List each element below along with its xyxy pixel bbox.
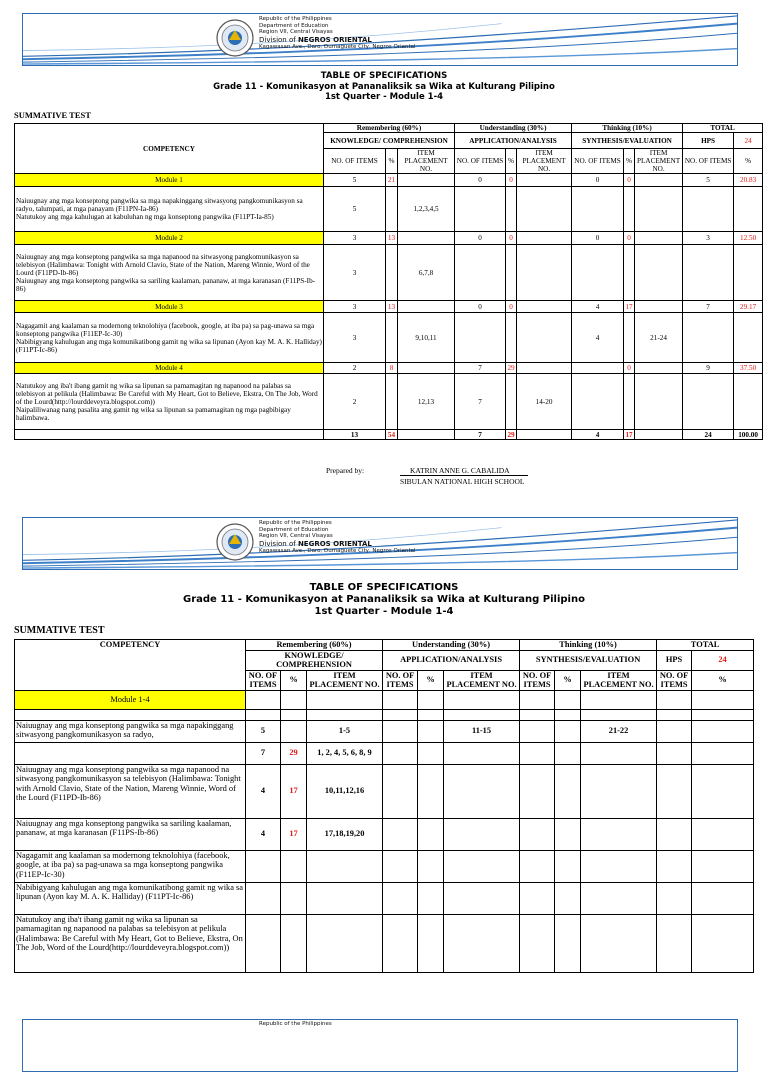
pct-header: % (506, 149, 517, 174)
s-items-cell (572, 363, 624, 374)
a-items-cell: 0 (455, 174, 506, 187)
title-line-2: Grade 11 - Komunikasyon at Pananaliksik sa Wika at Kulturang Pilipino (213, 81, 555, 92)
header-division-prefix: Division of (259, 35, 298, 44)
signature-line (400, 475, 528, 476)
k-items-cell: 5 (324, 174, 386, 187)
competency-row (15, 245, 763, 301)
k-items-cell: 5 (246, 720, 281, 742)
k-items-cell: 4 (246, 764, 281, 818)
competency-row (15, 720, 754, 742)
k-items-cell: 2 (324, 363, 386, 374)
header-line-address: Kagawasan Ave., Daro, Dumaguete City, Negros Oriental (259, 43, 416, 50)
competency-text: Naiuugnay ang mga konseptong pangwika sa sariling kaalaman, pananaw, at mga karanasan (F11PS-Ib-86) (15, 818, 246, 850)
header-line-republic: Republic of the Philippines (259, 1021, 332, 1027)
preparer-school: SIBULAN NATIONAL HIGH SCHOOL (400, 477, 525, 486)
s-items-cell: 0 (572, 232, 624, 245)
s-pct-cell: 0 (624, 174, 635, 187)
thinking-header: Thinking (10%) (520, 640, 657, 651)
total-header: TOTAL (657, 640, 754, 651)
item-placement-header: ITEM PLACEMENT NO. (307, 670, 383, 690)
pct-header: % (386, 149, 398, 174)
pct-header: % (281, 670, 307, 690)
deped-header-banner-2 (22, 517, 738, 570)
total-items-cell: 7 (683, 301, 734, 313)
title-line-1: TABLE OF SPECIFICATIONS (309, 582, 459, 593)
no-items-header: NO. OF ITEMS (246, 670, 281, 690)
item-placement-header: ITEM PLACEMENT NO. (635, 149, 683, 174)
specifications-table-2 (14, 639, 754, 973)
total-pct-cell: 20.83 (734, 174, 763, 187)
k-items-cell: 3 (324, 301, 386, 313)
k-pct-cell: 21 (386, 174, 398, 187)
k-pct-cell: 17 (281, 764, 307, 818)
s-pct-cell: 0 (624, 232, 635, 245)
k-place-cell: 1-5 (307, 720, 383, 742)
competency-row (15, 374, 763, 430)
a-pct-cell: 29 (507, 364, 515, 372)
k-place-cell: 6,7,8 (398, 245, 455, 301)
competency-row (15, 187, 763, 232)
module-label: Module 3 (15, 301, 324, 313)
k-items-cell: 2 (324, 374, 386, 430)
item-placement-header: ITEM PLACEMENT NO. (444, 670, 520, 690)
total-pct-cell: 37.50 (734, 363, 763, 374)
competency-row (15, 850, 754, 882)
k-place-cell: 12,13 (398, 374, 455, 430)
deped-seal-icon (215, 522, 255, 562)
header-division-name: NEGROS ORIENTAL (297, 539, 372, 548)
prepared-by-label: Prepared by: (326, 466, 365, 475)
header-division-name: NEGROS ORIENTAL (297, 35, 372, 44)
competency-row (15, 914, 754, 972)
module-row (15, 232, 763, 245)
preparer-name: KATRIN ANNE G. CABALIDA (410, 466, 510, 475)
competency-header: COMPETENCY (15, 124, 324, 174)
header-line-department: Department of Education (259, 526, 329, 533)
competency-header: COMPETENCY (15, 640, 246, 691)
header-line-region: Region VII, Central Visayas (259, 29, 333, 36)
total-header: TOTAL (683, 124, 763, 133)
k-place-cell: 1,2,3,4,5 (398, 187, 455, 232)
k-pct-cell: 8 (386, 363, 398, 374)
competency-text: Natutukoy ang iba't ibang gamit ng wika sa lipunan sa pamamagitan ng napanood na palabas sa telebisyon at pelikula (Halimbawa: Be Careful with My Heart, Got to Believe, Ekstra, On The Job, Word of the Lourd(http://lourddeveyra.blogspot.com)) (15, 914, 246, 972)
pct-header: % (692, 670, 754, 690)
summative-test-label-2: SUMMATIVE TEST (14, 625, 105, 636)
module-row (15, 174, 763, 187)
thinking-header: Thinking (10%) (572, 124, 683, 133)
remembering-header: Remembering (60%) (324, 124, 455, 133)
module-label: Module 4 (15, 363, 324, 374)
a-place-cell: 11-15 (444, 720, 520, 742)
total-a-pct: 29 (507, 430, 515, 439)
grand-total-items: 24 (683, 430, 734, 440)
competency-text: Naiuugnay ang mga konseptong pangwika sa mga napanood na sitwasyong pangkomunikasyon sa telebisyon (Halimbawa: Tonight with Arnold Clavio, State of the Nation, Mareng Winnie, Word of the Lourd (F11PD-Ib-86) (15, 764, 246, 818)
k-items-cell: 4 (246, 818, 281, 850)
hps-header: HPS (683, 133, 734, 149)
a-items-cell: 0 (455, 232, 506, 245)
no-items-header: NO. OF ITEMS (572, 149, 624, 174)
competency-row (15, 764, 754, 818)
k-place-cell: 17,18,19,20 (307, 818, 383, 850)
no-items-header: NO. OF ITEMS (455, 149, 506, 174)
hps-value: 24 (734, 133, 763, 149)
total-k-pct: 54 (386, 430, 398, 440)
grand-total-pct: 100.00 (734, 430, 763, 440)
item-placement-header: ITEM PLACEMENT NO. (581, 670, 657, 690)
no-items-header: NO. OF ITEMS (683, 149, 734, 174)
s-place-cell: 21-22 (581, 720, 657, 742)
pct-header: % (555, 670, 581, 690)
title-line-3: 1st Quarter - Module 1-4 (324, 92, 444, 102)
header-text (259, 520, 416, 554)
hps-header: HPS (657, 650, 692, 670)
total-s-items: 4 (572, 430, 624, 440)
page-title (0, 71, 768, 103)
total-k-items: 13 (324, 430, 386, 440)
module-row (15, 363, 763, 374)
total-a-items: 7 (455, 430, 506, 440)
a-items-cell: 7 (455, 374, 506, 430)
module-label: Module 1-4 (15, 690, 246, 709)
header-line-department: Department of Education (259, 22, 329, 29)
total-items-cell: 3 (683, 232, 734, 245)
knowledge-header: KNOWLEDGE/ COMPREHENSION (324, 133, 455, 149)
s-items-cell: 4 (572, 301, 624, 313)
s-pct-cell: 0 (624, 363, 635, 374)
k-pct-cell: 13 (386, 232, 398, 245)
k-items-cell: 5 (324, 187, 386, 232)
page-title-2 (0, 582, 768, 618)
competency-text: Nabibigyang kahulugan ang mga komunikatibong gamit ng wika sa lipunan (Ayon kay M. A. K. Halliday) (F11PT-Ic-86) (15, 882, 246, 914)
a-items-cell: 0 (455, 301, 506, 313)
pct-header: % (734, 149, 763, 174)
header-line-republic: Republic of the Philippines (259, 520, 332, 526)
deped-header-banner-3 (22, 1019, 738, 1072)
k-pct-cell: 17 (281, 818, 307, 850)
k-place-cell (398, 174, 455, 187)
title-line-1: TABLE OF SPECIFICATIONS (320, 71, 448, 81)
understanding-header: Understanding (30%) (455, 124, 572, 133)
synthesis-header: SYNTHESIS/EVALUATION (520, 650, 657, 670)
deped-header-banner (22, 13, 738, 66)
s-place-cell: 21-24 (635, 313, 683, 363)
competency-row (15, 313, 763, 363)
knowledge-header: KNOWLEDGE/ COMPREHENSION (246, 650, 383, 670)
module-row (15, 690, 754, 709)
header-line-region: Region VII, Central Visayas (259, 533, 333, 540)
a-pct-cell: 0 (506, 301, 517, 313)
summative-test-label: SUMMATIVE TEST (14, 110, 91, 120)
total-pct-cell: 29.17 (734, 301, 763, 313)
s-place-cell (635, 174, 683, 187)
totals-row (15, 430, 763, 440)
a-items-cell: 7 (455, 363, 506, 374)
item-placement-header: ITEM PLACEMENT NO. (398, 149, 455, 174)
competency-text: Nagagamit ang kaalaman sa modernong teknolohiya (facebook, google, at iba pa) sa pag-unawa sa mga konseptong pangwika (F11EP-Ic-30) Nabibigyang kahulugan ang mga komunikatibong gamit ng wika sa lipunan (Ayon kay M. A. K. Halliday) (F11PT-Ic-86) (15, 313, 324, 363)
s-items-cell: 0 (572, 174, 624, 187)
k-items-cell: 7 (246, 742, 281, 764)
total-s-pct: 17 (625, 430, 633, 439)
title-line-3: 1st Quarter - Module 1-4 (314, 606, 454, 617)
header-text (259, 1021, 332, 1028)
header-division-prefix: Division of (259, 539, 298, 548)
a-place-cell: 14-20 (517, 374, 572, 430)
k-pct-cell: 13 (386, 301, 398, 313)
k-items-cell: 3 (324, 245, 386, 301)
k-items-cell: 3 (324, 313, 386, 363)
a-pct-cell: 0 (506, 174, 517, 187)
competency-text: Naiuugnay ang mga konseptong pangwika sa mga napakinggang sitwasyong pangkomunikasyon sa radyo, (15, 720, 246, 742)
no-items-header: NO. OF ITEMS (324, 149, 386, 174)
synthesis-header: SYNTHESIS/EVALUATION (572, 133, 683, 149)
application-header: APPLICATION/ANALYSIS (455, 133, 572, 149)
competency-row (15, 882, 754, 914)
a-place-cell (517, 174, 572, 187)
s-items-cell: 4 (572, 313, 624, 363)
k-place-cell: 1, 2, 4, 5, 6, 8, 9 (307, 742, 383, 764)
competency-text: Naiuugnay ang mga konseptong pangwika sa mga napakinggang sitwasyong pangkomunikasyon sa radyo, talumpati, at mga panayam (F11PN-Ia-86) Natutukoy ang mga kahulugan at kabuluhan ng mga konseptong pangwika (F11PT-Ia-85) (15, 187, 324, 232)
pct-header: % (418, 670, 444, 690)
no-items-header: NO. OF ITEMS (383, 670, 418, 690)
module-row (15, 301, 763, 313)
a-pct-cell: 0 (506, 232, 517, 245)
k-place-cell: 10,11,12,16 (307, 764, 383, 818)
module-label: Module 1 (15, 174, 324, 187)
k-pct-cell: 29 (281, 742, 307, 764)
application-header: APPLICATION/ANALYSIS (383, 650, 520, 670)
header-line-republic: Republic of the Philippines (259, 16, 332, 22)
competency-text: Nagagamit ang kaalaman sa modernong teknolohiya (facebook, google, at iba pa) sa pag-unawa sa mga konseptong pangwika (F11EP-Ic-30) (15, 850, 246, 882)
remembering-header: Remembering (60%) (246, 640, 383, 651)
header-text (259, 16, 416, 50)
s-pct-cell: 17 (625, 302, 633, 311)
no-items-header: NO. OF ITEMS (520, 670, 555, 690)
total-items-cell: 5 (683, 174, 734, 187)
header-line-address: Kagawasan Ave., Daro, Dumaguete City, Negros Oriental (259, 547, 416, 554)
k-items-cell: 3 (324, 232, 386, 245)
competency-row (15, 818, 754, 850)
competency-row (15, 742, 754, 764)
hps-value: 24 (692, 650, 754, 670)
no-items-header: NO. OF ITEMS (657, 670, 692, 690)
understanding-header: Understanding (30%) (383, 640, 520, 651)
pct-header: % (624, 149, 635, 174)
competency-text: Naiuugnay ang mga konseptong pangwika sa mga napanood na sitwasyong pangkomunikasyon sa telebisyon (Halimbawa: Tonight with Arnold Clavio, State of the Nation, Mareng Winnie, Word of the Lourd (F11PD-Ib-86) Naiuugnay ang mga konseptong pangwika sa sariling kaalaman, pananaw, at mga karanasan (F11PS-Ib-86) (15, 245, 324, 301)
deped-seal-icon (215, 18, 255, 58)
total-items-cell: 9 (683, 363, 734, 374)
competency-text: Natutukoy ang iba't ibang gamit ng wika sa lipunan sa pamamagitan ng napanood na palabas sa telebisyon at pelikula (Halimbawa: Be Careful with My Heart, Got to Believe, Ekstra, On The Job, Word of the Lourd(http://lourddeveyra.blogspot.com)) Naipaliliwanag nang pasalita ang gamit ng wika sa lipunan sa pamamagitan ng mga pagbibigay halimbawa. (15, 374, 324, 430)
specifications-table-1 (14, 123, 763, 440)
k-place-cell: 9,10,11 (398, 313, 455, 363)
module-label: Module 2 (15, 232, 324, 245)
title-line-2: Grade 11 - Komunikasyon at Pananaliksik sa Wika at Kulturang Pilipino (183, 594, 585, 605)
total-pct-cell: 12.50 (734, 232, 763, 245)
item-placement-header: ITEM PLACEMENT NO. (517, 149, 572, 174)
